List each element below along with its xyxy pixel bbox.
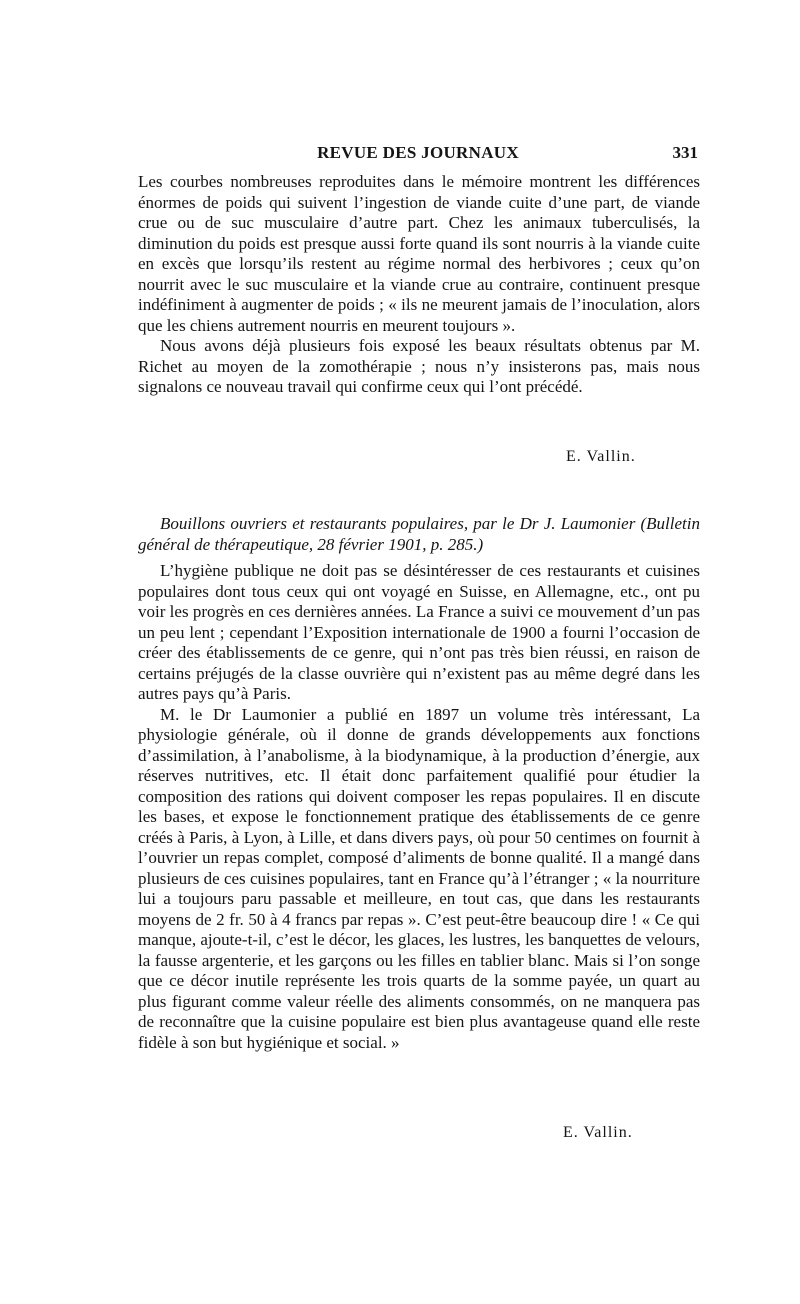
article-2-heading: Bouillons ouvriers et restaurants populaires, par le Dr J. Laumonier (Bulletin général de thérapeutique, 28 février 1901, p. 285.) — [138, 514, 700, 554]
page-number: 331 — [672, 143, 698, 162]
article-2-signature: E. Vallin. — [563, 1124, 633, 1141]
article-2 — [138, 514, 700, 1053]
article-1-paragraph-2: Nous avons déjà plusieurs fois exposé les beaux résultats obtenus par M. Richet au moyen de la zomothérapie ; nous n’y insisterons pas, mais nous signalons ce nouveau travail qui confirme ceux qui l’ont précédé. — [138, 336, 700, 396]
running-title: REVUE DES JOURNAUX — [317, 143, 519, 162]
article-1-signature: E. Vallin. — [566, 448, 636, 465]
article-2-paragraph-2: M. le Dr Laumonier a publié en 1897 un volume très intéressant, La physiologie générale, où il donne de grands développements aux fonctions d’assimilation, à l’anabolisme, à la biodynamique, à la production d’énergie, aux réserves nutritives, etc. Il était donc parfaitement qualifié pour étudier la composition des rations qui doivent composer les repas populaires. Il en discute les bases, et expose le fonctionnement pratique des établissements de ce genre créés à Paris, à Lyon, à Lille, et dans divers pays, où pour 50 centimes on fournit à l’ouvrier un repas complet, composé d’aliments de bonne qualité. Il a mangé dans plusieurs de ces cuisines populaires, tant en France qu’à l’étranger ; « la nourriture lui a toujours paru passable et meilleure, en tout cas, que dans les restaurants moyens de 2 fr. 50 à 4 francs par repas ». C’est peut-être beaucoup dire ! « Ce qui manque, ajoute-t-il, c’est le décor, les glaces, les lustres, les banquettes de velours, la fausse argenterie, et les garçons ou les filles en tablier blanc. Mais si l’on songe que ce décor inutile représente les trois quarts de la somme payée, un quart au plus figurant comme valeur réelle des aliments consommés, on ne manquera pas de reconnaître que la cuisine populaire est bien plus avantageuse quand elle reste fidèle à son but hygiénique et social. » — [138, 704, 700, 1052]
article-1-paragraph-1: Les courbes nombreuses reproduites dans le mémoire montrent les différences énormes de poids qui suivent l’ingestion de viande cuite d’une part, de viande crue ou de suc musculaire d’autre part. Chez les animaux tuberculisés, la diminution du poids est presque aussi forte quand ils sont nourris à la viande cuite en excès que lorsqu’ils restent au régime normal des herbivores ; ceux qu’on nourrit avec le suc musculaire et la viande crue au contraire, continuent presque indéfiniment à augmenter de poids ; « ils ne meurent jamais de l’inoculation, alors que les chiens autrement nourris en meurent toujours ». — [138, 172, 700, 335]
article-1-body — [138, 172, 700, 398]
article-2-paragraph-1: L’hygiène publique ne doit pas se désintéresser de ces restaurants et cuisines populaires dont tous ceux qui ont voyagé en Suisse, en Allemagne, etc., ont pu voir les progrès en ces dernières années. La France a suivi ce mouvement d’un pas un peu lent ; cependant l’Exposition internationale de 1900 a fourni l’occasion de créer des établissements de ce genre, qui n’ont pas très bien réussi, en raison de certains préjugés de la classe ouvrière qui n’existent pas au même degré dans les autres pays qu’à Paris. — [138, 561, 700, 703]
page-header — [138, 143, 698, 169]
